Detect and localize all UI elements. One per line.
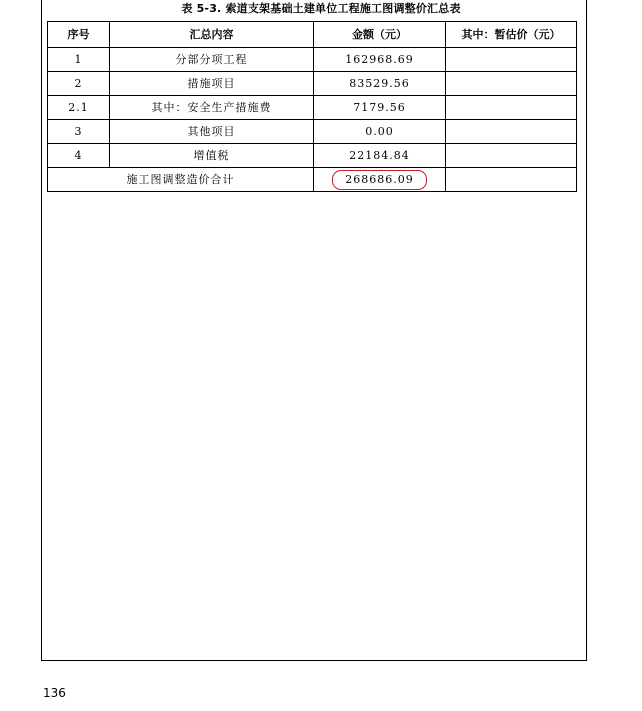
row-amount: 7179.56	[314, 96, 446, 120]
row-content: 增值税	[110, 144, 314, 168]
row-provisional	[446, 120, 577, 144]
total-row	[48, 168, 577, 192]
row-content: 分部分项工程	[110, 48, 314, 72]
row-content: 其中：安全生产措施费	[110, 96, 314, 120]
row-amount: 162968.69	[314, 48, 446, 72]
row-seq: 4	[48, 144, 110, 168]
row-seq: 3	[48, 120, 110, 144]
row-seq: 1	[48, 48, 110, 72]
row-provisional	[446, 96, 577, 120]
row-seq: 2	[48, 72, 110, 96]
row-provisional	[446, 144, 577, 168]
table-row	[48, 72, 577, 96]
header-content: 汇总内容	[110, 22, 314, 48]
summary-table	[47, 21, 577, 192]
total-label: 施工图调整造价合计	[48, 168, 314, 192]
row-content: 其他项目	[110, 120, 314, 144]
row-amount: 83529.56	[314, 72, 446, 96]
total-amount-cell	[314, 168, 446, 192]
table-header-row	[48, 22, 577, 48]
row-provisional	[446, 72, 577, 96]
row-provisional	[446, 48, 577, 72]
row-seq: 2.1	[48, 96, 110, 120]
row-content: 措施项目	[110, 72, 314, 96]
header-amount: 金额（元）	[314, 22, 446, 48]
table-row	[48, 144, 577, 168]
header-provisional: 其中：暂估价（元）	[446, 22, 577, 48]
total-amount-highlight: 268686.09	[332, 170, 427, 190]
page-number: 136	[43, 686, 66, 700]
table-row	[48, 48, 577, 72]
table-title: 表 5-3. 索道支架基础土建单位工程施工图调整价汇总表	[181, 2, 461, 15]
row-amount: 0.00	[314, 120, 446, 144]
table-row	[48, 120, 577, 144]
row-amount: 22184.84	[314, 144, 446, 168]
table-row	[48, 96, 577, 120]
total-provisional	[446, 168, 577, 192]
header-seq: 序号	[48, 22, 110, 48]
